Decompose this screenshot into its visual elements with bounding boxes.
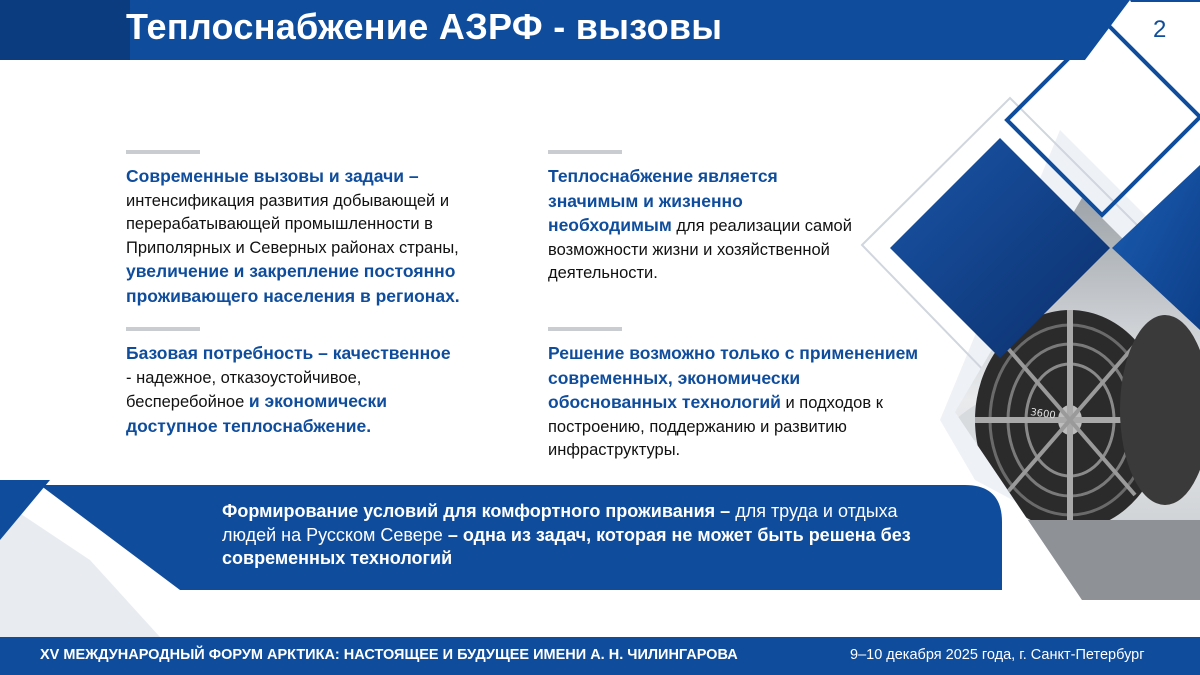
banner-text [222, 500, 922, 571]
block1-highlight: увеличение и закрепление постоянно проживающего населения в регионах. [126, 261, 460, 306]
banner-part2: для труда и отдыха людей на Русском Севере [222, 501, 898, 545]
block1-text [126, 165, 526, 309]
banner-part1: Формирование условий для комфортного проживания – [222, 501, 731, 521]
block1-heading: Современные вызовы и задачи – [126, 166, 419, 186]
block3-heading: Базовая потребность – качественное [126, 343, 451, 363]
footer-date-place: 9–10 декабря 2025 года, г. Санкт-Петербург [850, 647, 1145, 663]
block3-divider [126, 327, 200, 331]
page-title: Теплоснабжение АЗРФ - вызовы [126, 6, 723, 47]
block4-divider [548, 327, 622, 331]
banner-part3: – одна из задач, которая не может быть решена без современных технологий [222, 524, 911, 568]
block2-divider [548, 150, 622, 154]
block2-body: для реализации самой возможности жизни и хозяйственной деятельности. [548, 217, 852, 282]
block1-body: интенсификация развития добывающей и перерабатывающей промышленности в Приполярных и Северных районах страны, [126, 191, 459, 257]
block3-body: - надежное, отказоустойчивое, бесперебойное [126, 368, 362, 411]
block4-text [548, 342, 928, 463]
block2-heading: Теплоснабжение является значимым и жизненно необходимым [548, 166, 778, 235]
block1-divider [126, 150, 200, 154]
block2-text [548, 165, 858, 286]
reel-marking: 3600 [1029, 407, 1057, 422]
block3-text [126, 342, 456, 439]
page-number: 2 [1153, 16, 1167, 43]
block4-body: и подходов к построению, поддержанию и развитию инфраструктуры. [548, 394, 883, 459]
block4-heading: Решение возможно только с применением современных, экономически обоснованных технологий [548, 343, 919, 412]
footer-forum-name: XV МЕЖДУНАРОДНЫЙ ФОРУМ АРКТИКА: НАСТОЯЩЕЕ И БУДУЩЕЕ ИМЕНИ А. Н. ЧИЛИНГАРОВА [40, 647, 738, 663]
block3-highlight: и экономически доступное теплоснабжение. [126, 391, 388, 436]
